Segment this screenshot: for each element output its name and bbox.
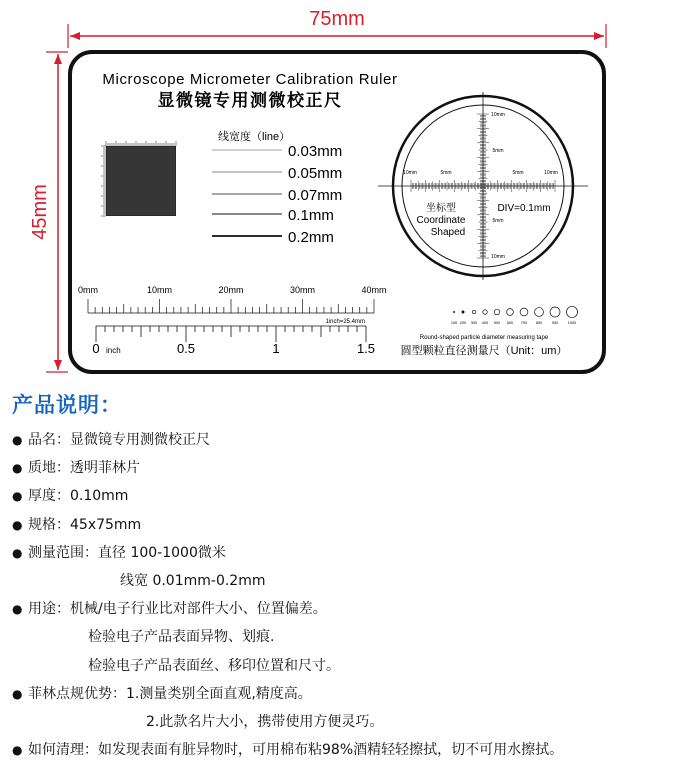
particle-dot-label: 500	[493, 321, 501, 325]
reticle-v-label-3: 5mm	[492, 218, 504, 224]
particle-dot-label: 1000	[567, 321, 577, 325]
dots-caption-en: Round-shaped particle diameter measuring tape	[419, 335, 549, 341]
inch-unit: inch	[106, 346, 121, 355]
description-row	[12, 652, 672, 680]
line-width-label: 0.1mm	[288, 207, 334, 224]
reticle-label-en-2: Shaped	[430, 227, 466, 238]
description-row	[12, 708, 672, 736]
line-width-label: 0.07mm	[288, 187, 343, 204]
mm-label: 20mm	[218, 285, 244, 295]
reticle-div: DIV=0.1mm	[497, 203, 551, 214]
title-cn: 显微镜专用测微校正尺	[157, 91, 343, 110]
description-text: 如何清理：如发现表面有脏异物时，可用棉布粘98%酒精轻轻擦拭，切不可用水擦拭。	[28, 742, 564, 759]
title-en: Microscope Micrometer Calibration Ruler	[102, 71, 398, 88]
description-row	[12, 482, 672, 510]
inch-label: 0.5	[176, 341, 196, 356]
particle-dot-label: 400	[481, 321, 489, 325]
bullet-icon: ●	[12, 743, 23, 758]
particle-dot-label: 900	[551, 321, 559, 325]
mm-label: 0mm	[78, 285, 98, 295]
ruler-figure	[0, 0, 680, 385]
particle-dot-label: 100	[450, 321, 458, 325]
description-row	[12, 511, 672, 539]
bullet-icon: ●	[12, 517, 23, 532]
reticle-h-label-2: 5mm	[440, 170, 452, 176]
reticle-h-label-4: 10mm	[544, 170, 558, 176]
reticle-h-label-3: 5mm	[512, 170, 524, 176]
bullet-icon: ●	[12, 602, 23, 617]
line-header: 线宽度（line）	[218, 131, 291, 143]
particle-dot-label: 300	[470, 321, 478, 325]
description-text: 质地：透明菲林片	[28, 460, 140, 477]
description-text: 2.此款名片大小，携带使用方便灵巧。	[146, 713, 384, 730]
reticle-label-en-1: Coordinate	[416, 215, 466, 226]
mm-label: 10mm	[146, 285, 173, 295]
description-row	[12, 539, 672, 567]
particle-dot-label: 700	[520, 321, 528, 325]
description-row	[12, 736, 672, 764]
bullet-icon: ●	[12, 433, 23, 447]
description-text: 规格：45x75mm	[28, 516, 142, 533]
mm-label: 40mm	[361, 285, 387, 295]
reticle-v-label-1: 10mm	[491, 112, 505, 118]
mm-label: 30mm	[289, 285, 316, 295]
particle-dot	[462, 311, 464, 313]
inch-label: 1	[272, 341, 280, 356]
dots-caption-cn: 圆型颗粒直径测量尺（Unit：um）	[400, 345, 568, 357]
description-row	[12, 426, 672, 454]
description-text: 测量范围：直径 100-1000微米	[28, 544, 226, 561]
description-text: 检验电子产品表面丝、移印位置和尺寸。	[88, 657, 340, 674]
reticle-v-label-2: 5mm	[492, 148, 504, 154]
width-dimension-label: 75mm	[309, 8, 365, 30]
description-title: 产品说明：	[12, 393, 122, 417]
description-text: 品名：显微镜专用测微校正尺	[28, 432, 210, 448]
description-row	[12, 454, 672, 482]
inch-note: 1inch=25.4mm	[325, 319, 365, 325]
particle-dot-label: 600	[506, 321, 514, 325]
line-width-label: 0.05mm	[288, 165, 343, 182]
description-row	[12, 567, 672, 595]
description-text: 菲林点规优势：1.测量类别全面直观,精度高。	[28, 685, 312, 702]
product-description	[12, 390, 672, 764]
inch-label: 1.5	[356, 341, 376, 356]
grid-square	[101, 141, 176, 216]
particle-dot	[453, 311, 454, 312]
description-text: 厚度：0.10mm	[28, 488, 129, 505]
reticle-label-cn: 坐标型	[426, 203, 456, 214]
height-dimension-label: 45mm	[29, 184, 51, 240]
description-row	[12, 623, 672, 651]
bullet-icon: ●	[12, 545, 23, 560]
reticle-h-label-1: 10mm	[403, 170, 417, 176]
description-text: 检验电子产品表面异物、划痕.	[88, 629, 275, 646]
inch-label: 0	[92, 341, 100, 356]
description-text: 线宽 0.01mm-0.2mm	[120, 572, 266, 589]
particle-dot-label: 800	[535, 321, 543, 325]
reticle-v-label-4: 10mm	[491, 254, 505, 260]
line-width-label: 0.03mm	[288, 143, 343, 160]
bullet-icon: ●	[12, 461, 23, 476]
bullet-icon: ●	[12, 489, 23, 504]
description-row	[12, 680, 672, 708]
grid-fill	[106, 146, 176, 216]
particle-dot-label: 200	[459, 321, 467, 325]
description-row	[12, 595, 672, 623]
line-width-label: 0.2mm	[288, 229, 334, 246]
description-text: 用途：机械/电子行业比对部件大小、位置偏差。	[28, 601, 327, 618]
bullet-icon: ●	[12, 686, 23, 701]
